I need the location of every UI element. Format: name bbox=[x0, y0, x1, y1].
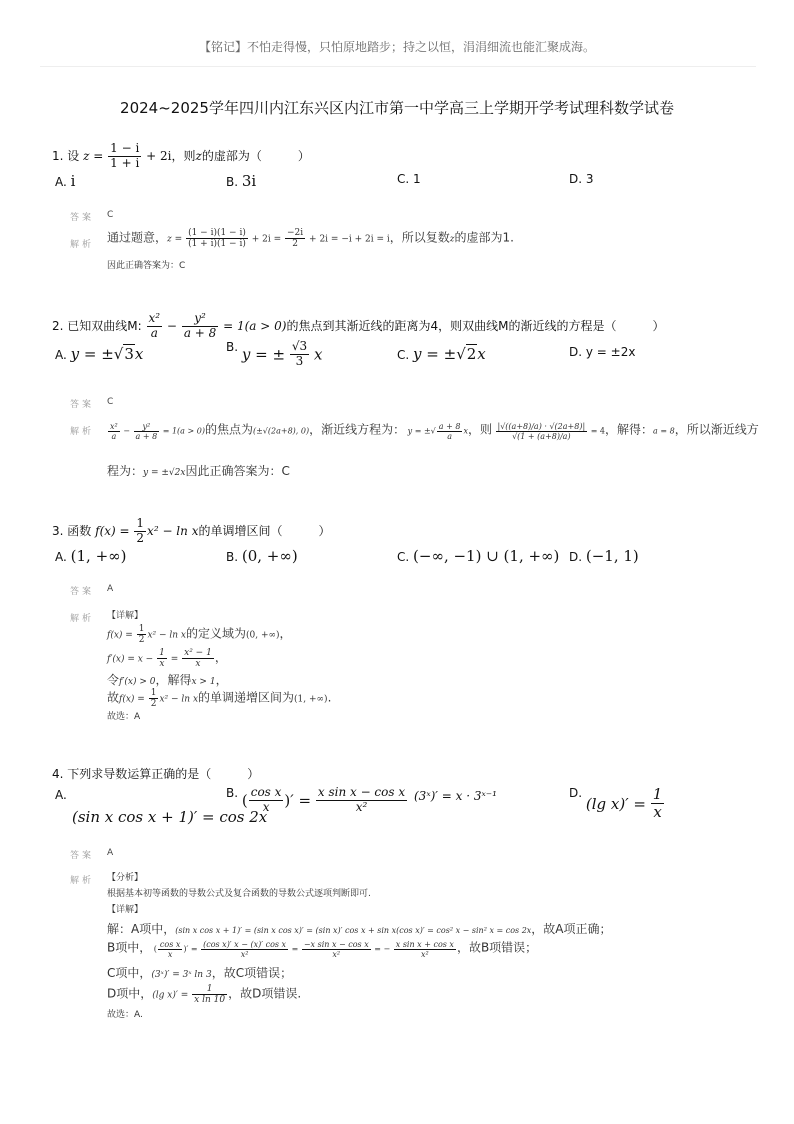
q3-answer-label: 答案 bbox=[70, 587, 95, 597]
q4-option-a-label[interactable]: A. bbox=[55, 788, 67, 802]
q2-analysis-label: 解析 bbox=[70, 427, 95, 437]
q2-option-d[interactable]: D. y = ±2x bbox=[569, 345, 636, 359]
q4-analysis-line-7: D项中，(lg x)′ = $\frac{1}{\text{x ln 10}}$ ，故D项错误. bbox=[107, 984, 302, 1006]
q1-option-b[interactable]: B. 3i bbox=[226, 172, 257, 190]
q4-analysis-line-8: 故选：A. bbox=[107, 1010, 143, 1020]
q1-option-a[interactable]: A. i bbox=[55, 172, 76, 190]
q3-option-a[interactable]: A. (1, +∞) bbox=[55, 547, 127, 565]
q4-analysis-line-4: 解：A项中，(sin x cos x + 1)′ = (sin x cos x)′ = (sin x)′ cos x + sin x(cos x)′ = cos² x − sin² x = cos 2x，故A项正确； bbox=[107, 922, 612, 936]
q1-option-c[interactable]: C. 1 bbox=[397, 172, 421, 186]
q4-analysis-line-3: 【详解】 bbox=[107, 905, 144, 915]
q1-answer-label: 答案 bbox=[70, 213, 95, 223]
q1-fraction: $\frac{1 - i}{1 + i}$ bbox=[110, 141, 140, 170]
q1-analysis-line-2: 因此正确答案为：C bbox=[107, 261, 186, 271]
q3-answer-value: A bbox=[107, 584, 114, 594]
q3-analysis-line-2: f(x) = $\frac{1}{2}$ x² − ln x的定义域为(0, +∞)， bbox=[107, 624, 292, 646]
q4-analysis-line-2: 根据基本初等函数的导数公式及复合函数的导数公式逐项判断即可. bbox=[107, 889, 371, 899]
q3-analysis-label: 解析 bbox=[70, 614, 95, 624]
q4-analysis-line-6: C项中，(3ˣ)′ = 3ˣ ln 3，故C项错误； bbox=[107, 966, 293, 980]
q4-answer-label: 答案 bbox=[70, 851, 95, 861]
q3-option-b[interactable]: B. (0, +∞) bbox=[226, 547, 298, 565]
q2-option-b[interactable]: B. y = ± $\frac{√3}{3}$ x bbox=[226, 339, 323, 368]
q2-option-a[interactable]: A. y = ±√3x bbox=[55, 345, 144, 363]
q2-answer-label: 答案 bbox=[70, 400, 95, 410]
q2-analysis-line-2: 程为：y = ±√2x因此正确答案为：C bbox=[107, 464, 290, 478]
q3-analysis-line-5: 故f(x) = $\frac{1}{2}$ x² − ln x的单调递增区间为(1, +∞). bbox=[107, 688, 332, 710]
q4-answer-value: A bbox=[107, 848, 114, 858]
question-3-stem: 3. 函数 f(x) = $\frac{1}{2}$ x² − ln x的单调增区间（ ） bbox=[52, 516, 331, 545]
header-divider bbox=[40, 66, 756, 67]
q3-analysis-line-6: 故选：A bbox=[107, 712, 141, 722]
q2-answer-value: C bbox=[107, 397, 114, 407]
page-title: 2024~2025学年四川内江东兴区内江市第一中学高三上学期开学考试理科数学试卷 bbox=[120, 99, 674, 117]
question-2-stem: 2. 已知双曲线M: $\frac{\text{x²}}{a}$ − $\frac{\text{y²}}{a + 8}$ = 1(a > 0)的焦点到其渐近线的距离为4，则双曲线M的渐近线的方程是（ ） bbox=[52, 311, 665, 340]
q4-option-a[interactable]: (sin x cos x + 1)′ = cos 2x bbox=[72, 808, 268, 826]
q4-option-c[interactable]: (3ˣ)′ = x · 3ˣ⁻¹ bbox=[414, 789, 497, 803]
q3-option-c[interactable]: C. (−∞, −1) ∪ (1, +∞) bbox=[397, 547, 560, 565]
header-motto: 【铭记】不怕走得慢，只怕原地踏步；持之以恒，涓涓细流也能汇聚成海。 bbox=[198, 40, 595, 54]
q3-analysis-line-3: f′(x) = x − $\frac{1}{x}$ = $\frac{\text{x² − 1}}{x}$ ， bbox=[107, 648, 227, 670]
q4-analysis-line-5: B项中， ( $\frac{\text{cos x}}{x}$ )′ = $\frac{\text{(cos x)′ x − (x)′ cos x}}{\text{x²}}$ = $\frac{\text{−x sin x − cos x}}{\text{x²}}$ = − $\frac{\text{x sin x + cos x}}{\text{x²}}$ ，故B项错误； bbox=[107, 940, 538, 960]
q3-option-d[interactable]: D. (−1, 1) bbox=[569, 547, 639, 565]
q2-analysis-line-1: $\frac{\text{x²}}{a}$ − $\frac{\text{y²}}{a + 8}$ = 1(a > 0)的焦点为(±√(2a+8), 0)，渐近线方程为： y = ±√ $\frac{a + 8}{a}$ x，则 $\frac{|√((a+8)/a) \cdot √(2a+8)|}{√(1 + (a+8)/a)}$ = 4，解得：a = 8，所以渐近线方 bbox=[110, 422, 759, 442]
q1-option-d[interactable]: D. 3 bbox=[569, 172, 594, 186]
q3-analysis-line-1: 【详解】 bbox=[107, 611, 144, 621]
q3-analysis-line-4: 令f′(x) > 0，解得x > 1， bbox=[107, 673, 228, 687]
q2-option-c[interactable]: C. y = ±√2x bbox=[397, 345, 486, 363]
q4-option-b[interactable]: B. ( $\frac{\text{cos x}}{x}$ )′ = $\frac{\text{x sin x − cos x}}{\text{x²}}$ bbox=[226, 785, 406, 814]
question-4-stem: 4. 下列求导数运算正确的是（ ） bbox=[52, 767, 260, 781]
q4-analysis-label: 解析 bbox=[70, 876, 95, 886]
q1-analysis-label: 解析 bbox=[70, 240, 95, 250]
q1-analysis-line-1: 通过题意，z = $\frac{(1 - i)(1 - i)}{(1 + i)(1 - i)}$ + 2i = $\frac{-2i}{2}$ + 2i = −i + 2i = i，所以复数z的虚部为1. bbox=[107, 228, 514, 250]
q1-answer-value: C bbox=[107, 210, 114, 220]
q4-option-d[interactable]: D. (lg x)′ = $\frac{1}{x}$ bbox=[569, 785, 663, 822]
q4-analysis-line-1: 【分析】 bbox=[107, 873, 144, 883]
question-1-stem: 1. 设 z = $\frac{1 - i}{1 + i}$ + 2i，则z的虚部为（ ） bbox=[52, 141, 310, 170]
